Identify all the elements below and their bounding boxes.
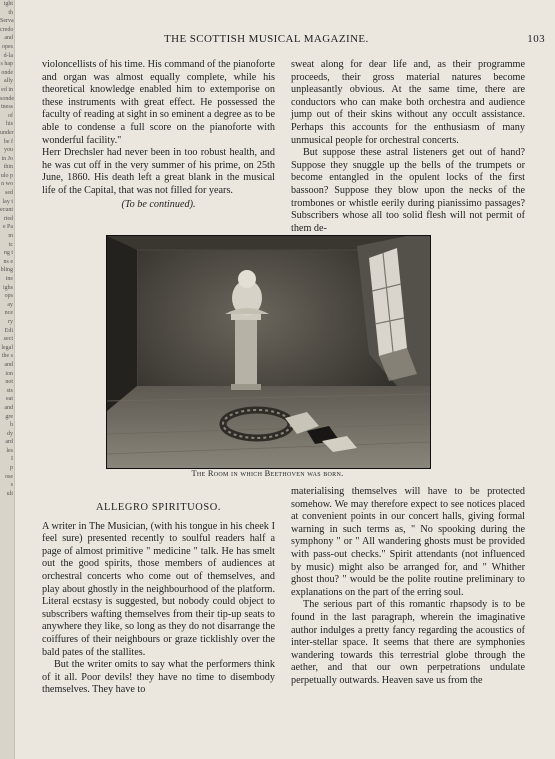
gutter-fragment: you [4, 147, 13, 154]
gutter-fragment: sed [5, 190, 13, 197]
gutter-fragment: e Pa [2, 224, 13, 231]
gutter-fragment: sts [6, 387, 13, 394]
page-number: 103 [527, 33, 545, 45]
gutter-fragment: Edi [4, 327, 13, 334]
to-be-continued: (To be continued). [121, 198, 196, 210]
gutter-fragment: ops [4, 293, 13, 300]
gutter-fragment: ed in [1, 86, 13, 93]
gutter-fragment: sonde [0, 95, 14, 102]
gutter-fragment: les [6, 447, 13, 454]
gutter-fragment: and [4, 35, 13, 42]
gutter-fragment: gre [5, 413, 13, 420]
paragraph: The serious part of this romantic rhapsody is to be found in the last paragraph, wherein the imaginative author indulges a pretty fancy regarding the acoustics of inter-stellar space. It seems that there are symphonies wandering towards this terrestrial globe through the aether, and that our own perpetrations undulate perpetually outwards. Heaven save us from the [291, 599, 525, 686]
paragraph: But suppose these astral listeners get out of hand? Suppose they snuggle up the bells of the trumpets or become entangled in the opulent locks of the first bassoon? Suppose they blow upon the necks of the trombones or whistle eerily during pianissimo passages? Subscribers whose all too solid flesh will not permit of them de- [291, 147, 525, 234]
gutter-fragment: eat [6, 396, 13, 403]
gutter-fragment: ulo p [0, 172, 13, 179]
gutter-fragment: ns e [3, 258, 13, 265]
paragraph: Herr Drechsler had never been in too robust health, and he was cut off in the very summer of his prime, on 25th June, 1860. His death left a great blank in the musical life of the Capital, that was not filled for years. [42, 147, 275, 196]
figure-caption: The Room in which Beethoven was born. [191, 469, 344, 478]
gutter-fragment: s hap [0, 61, 13, 68]
gutter-fragment: s [10, 482, 13, 489]
left-column-bottom [42, 502, 275, 697]
gutter-fragment: ng t [3, 250, 13, 257]
gutter-fragment: ion [5, 370, 13, 377]
gutter-fragment: ried [3, 215, 13, 222]
gutter-fragment: h [10, 422, 13, 429]
paragraph: A writer in The Musician, (with his tongue in his cheek I feel sure) presented recently to soulful readers half a page of almost primitive " medicine " talk. He has smelt out the good spirits, those members of audiences at orchestral concerts who come out of themselves, and play about ghostly in the neighbourhood of the platform. Literal ecstasy is suggested, but nobody could object to subscribers wafting themselves from their tip-up seats to anywhere they like, so long as they do not disarrange the coiffures of their neighbours or graze ticklishly over the bald pates of the stallites. [42, 520, 275, 658]
paragraph: sweat along for dear life and, as their programme proceeds, their gross material natures become unpleasantly obvious. At the same time, there are conductors who can make both orchestra and audience jump out of their skins without any occult assistance. Perhaps this accounts for the enthusiasm of many unmusical people for orchestral concerts. [291, 59, 525, 146]
gutter-fragment: I [11, 456, 13, 463]
left-column-top [42, 59, 275, 211]
magazine-title: THE SCOTTISH MUSICAL MAGAZINE. [164, 33, 369, 45]
gutter-fragment: m [8, 233, 13, 240]
gutter-fragment: p [10, 465, 13, 472]
gutter-fragment: ry [8, 318, 13, 325]
binding-gutter [0, 0, 15, 759]
paragraph: materialising themselves will have to be protected somehow. We may therefore expect to see notices placed at convenient points in our concert halls, giving formal warning in such terms as, " No spooking during the symphony " or " All wandering ghosts must be provided with pass-out checks." Spirit attendants (not influenced by music) might also be arranged for, and " Whither ghost thou? " would be the polite routine preliminary to explanations on the part of the erring soul. [291, 486, 525, 598]
gutter-fragment: not [5, 379, 13, 386]
gutter-fragment: lay t [2, 198, 13, 205]
gutter-fragment: ay [7, 301, 13, 308]
gutter-fragment: nce [4, 310, 13, 317]
gutter-fragment: onde [1, 69, 13, 76]
gutter-fragment: dy [7, 430, 13, 437]
gutter-fragment: and [4, 404, 13, 411]
paragraph: violoncellists of his time. His command of the pianoforte and organ was almost equally complete, while his theoretical knowledge enabled him to extemporise on these instruments with great effect. He possessed the faculty of reading at sight in so eminent a degree as to be able to condense a full score on the pianoforte with wonderful facility." [42, 59, 275, 146]
beethoven-room-photo [106, 235, 431, 469]
room-illustration [107, 236, 430, 468]
section-heading: ALLEGRO SPIRITUOSO. [95, 502, 222, 513]
gutter-fragment: tc [8, 241, 13, 248]
gutter-fragment: bling [0, 267, 13, 274]
gutter-fragment: ecunt [0, 207, 13, 214]
gutter-fragment: opes [2, 43, 13, 50]
magazine-page [14, 0, 555, 759]
right-column-bottom [291, 486, 525, 688]
gutter-fragment: sect [3, 336, 13, 343]
gutter-fragment: legal [1, 344, 13, 351]
gutter-fragment: in Jo [1, 155, 13, 162]
gutter-fragment: ard [5, 439, 13, 446]
gutter-fragment: ally [4, 78, 13, 85]
gutter-fragment: ight th [3, 1, 13, 16]
gutter-fragment: and [4, 361, 13, 368]
gutter-fragment: n wo [1, 181, 13, 188]
gutter-fragment: d-la [3, 52, 13, 59]
gutter-fragment: tness [1, 104, 13, 111]
paragraph: But the writer omits to say what the performers think of it all. Poor devils! they have no time to disembody themselves. They have to [42, 659, 275, 696]
gutter-fragment: ighs [2, 284, 13, 291]
gutter-fragment: under [0, 129, 14, 136]
gutter-fragment: credo [0, 26, 14, 33]
right-column-top [291, 59, 525, 235]
gutter-fragment: Serva [0, 18, 14, 25]
gutter-fragment: of his [5, 112, 13, 128]
gutter-fragment: ult [6, 490, 13, 497]
gutter-fragment: ose [5, 473, 13, 480]
gutter-fragment: ine [5, 276, 13, 282]
gutter-fragment: thin [3, 164, 13, 171]
gutter-fragment: be f [3, 138, 13, 145]
gutter-fragment: the s [1, 353, 13, 360]
